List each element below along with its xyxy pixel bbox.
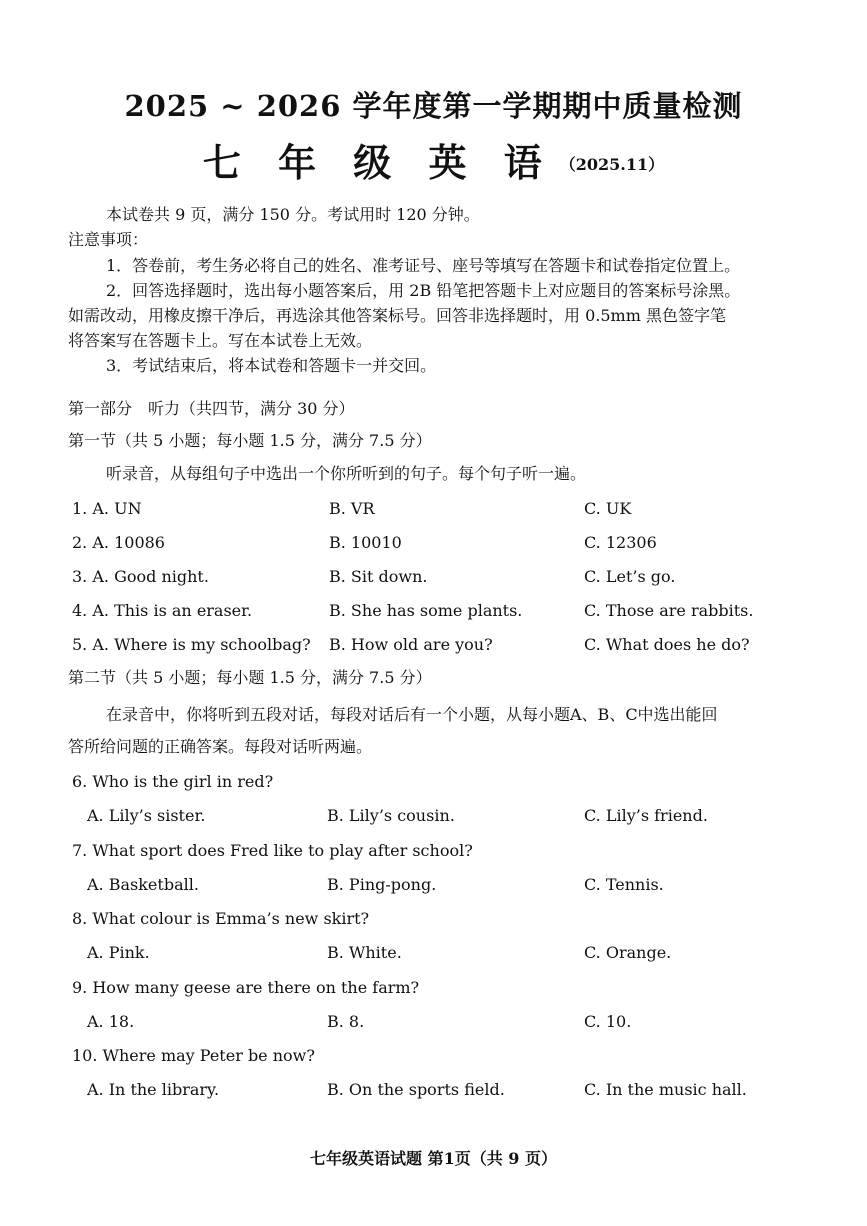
q4-option-a: 4. A. This is an eraser. — [72, 601, 253, 620]
q10-question: 10. Where may Peter be now? — [72, 1046, 315, 1065]
part1-heading: 第一部分 听力（共四节，满分 30 分） — [68, 399, 355, 418]
exam-date: （2025.11） — [559, 155, 665, 174]
section1-heading: 第一节（共 5 小题；每小题 1.5 分，满分 7.5 分） — [68, 431, 432, 450]
q9-option-b: B. 8. — [327, 1012, 365, 1031]
q8-option-a: A. Pink. — [87, 943, 150, 962]
q10-option-a: A. In the library. — [87, 1080, 220, 1099]
page-footer: 七年级英语试题 第1页（共 9 页） — [310, 1149, 557, 1168]
q9-option-c: C. 10. — [584, 1012, 632, 1031]
q5-option-c: C. What does he do? — [584, 635, 750, 654]
subject-title — [0, 132, 867, 187]
q6-option-b: B. Lily’s cousin. — [327, 806, 455, 825]
section2-instruction-line-2: 答所给问题的正确答案。每段对话听两遍。 — [68, 737, 373, 756]
q4-option-b: B. She has some plants. — [329, 601, 523, 620]
q7-question: 7. What sport does Fred like to play after school? — [72, 841, 473, 860]
notes-heading: 注意事项： — [68, 230, 149, 249]
q2-option-b: B. 10010 — [329, 533, 402, 552]
q8-option-c: C. Orange. — [584, 943, 672, 962]
note-2-line-2: 如需改动，用橡皮擦干净后，再选涂其他答案标号。回答非选择题时，用 0.5mm 黑色签字笔 — [68, 306, 726, 325]
q1-option-a: 1. A. UN — [72, 499, 142, 518]
q1-option-c: C. UK — [584, 499, 632, 518]
section2-heading: 第二节（共 5 小题；每小题 1.5 分，满分 7.5 分） — [68, 668, 432, 687]
q3-option-b: B. Sit down. — [329, 567, 428, 586]
note-1: 1．答卷前，考生务必将自己的姓名、准考证号、座号等填写在答题卡和试卷指定位置上。 — [106, 256, 741, 275]
note-2-line-3: 将答案写在答题卡上。写在本试卷上无效。 — [68, 331, 373, 350]
q9-question: 9. How many geese are there on the farm? — [72, 978, 420, 997]
section2-instruction-line-1: 在录音中，你将听到五段对话，每段对话后有一个小题，从每小题A、B、C中选出能回 — [106, 705, 718, 724]
q2-option-c: C. 12306 — [584, 533, 657, 552]
q8-question: 8. What colour is Emma’s new skirt? — [72, 909, 370, 928]
exam-intro: 本试卷共 9 页，满分 150 分。考试用时 120 分钟。 — [106, 205, 480, 224]
q1-option-b: B. VR — [329, 499, 375, 518]
note-2-line-1: 2．回答选择题时，选出每小题答案后，用 2B 铅笔把答题卡上对应题目的答案标号涂黑。 — [106, 281, 741, 300]
q10-option-b: B. On the sports field. — [327, 1080, 505, 1099]
q7-option-a: A. Basketball. — [87, 875, 199, 894]
q6-question: 6. Who is the girl in red? — [72, 772, 274, 791]
q6-option-c: C. Lily’s friend. — [584, 806, 708, 825]
section1-instruction: 听录音，从每组句子中选出一个你所听到的句子。每个句子听一遍。 — [106, 464, 587, 483]
q8-option-b: B. White. — [327, 943, 402, 962]
q3-option-c: C. Let’s go. — [584, 567, 676, 586]
q9-option-a: A. 18. — [87, 1012, 135, 1031]
q7-option-b: B. Ping-pong. — [327, 875, 437, 894]
q7-option-c: C. Tennis. — [584, 875, 664, 894]
q4-option-c: C. Those are rabbits. — [584, 601, 754, 620]
q3-option-a: 3. A. Good night. — [72, 567, 209, 586]
note-3: 3．考试结束后，将本试卷和答题卡一并交回。 — [106, 356, 437, 375]
q10-option-c: C. In the music hall. — [584, 1080, 747, 1099]
subject-name: 七 年 级 英 语 — [202, 140, 554, 185]
q5-option-b: B. How old are you? — [329, 635, 493, 654]
q5-option-a: 5. A. Where is my schoolbag? — [72, 635, 311, 654]
q6-option-a: A. Lily’s sister. — [87, 806, 206, 825]
exam-title: 2025 ~ 2026 学年度第一学期期中质量检测 — [124, 89, 743, 123]
q2-option-a: 2. A. 10086 — [72, 533, 165, 552]
